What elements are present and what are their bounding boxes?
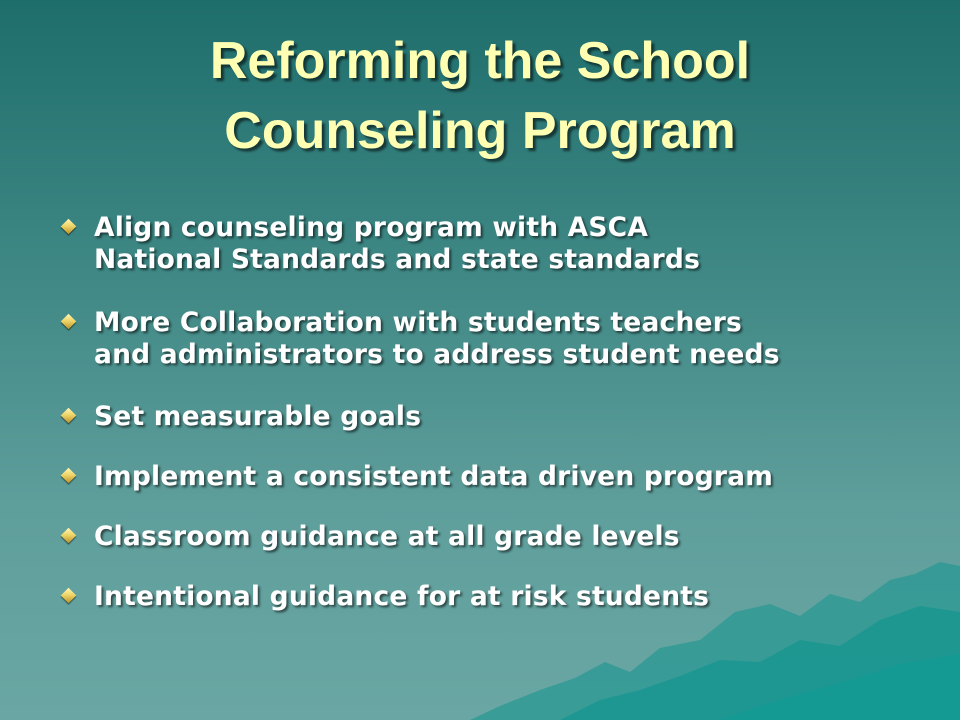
- bullet-line: Align counseling program with ASCA: [94, 212, 649, 243]
- bullet-text: [94, 401, 934, 433]
- bullet-text: [94, 521, 934, 553]
- bullet-text: [94, 307, 934, 371]
- title-line: Reforming the School: [209, 32, 751, 90]
- bullet-line: Classroom guidance at all grade levels: [94, 521, 680, 552]
- bullet-line: Intentional guidance for at risk students: [94, 581, 710, 612]
- title-line: Counseling Program: [224, 102, 736, 160]
- slide-title: [60, 26, 900, 166]
- bullet-line: National Standards and state standards: [94, 244, 701, 275]
- bullet-line: and administrators to address student needs: [94, 339, 780, 370]
- bullet-line: Set measurable goals: [94, 401, 422, 432]
- bullet-line: Implement a consistent data driven program: [94, 461, 774, 492]
- bullet-text: [94, 581, 934, 613]
- bullet-text: [94, 212, 934, 276]
- bullet-line: More Collaboration with students teachers: [94, 307, 742, 338]
- bullet-text: [94, 461, 934, 493]
